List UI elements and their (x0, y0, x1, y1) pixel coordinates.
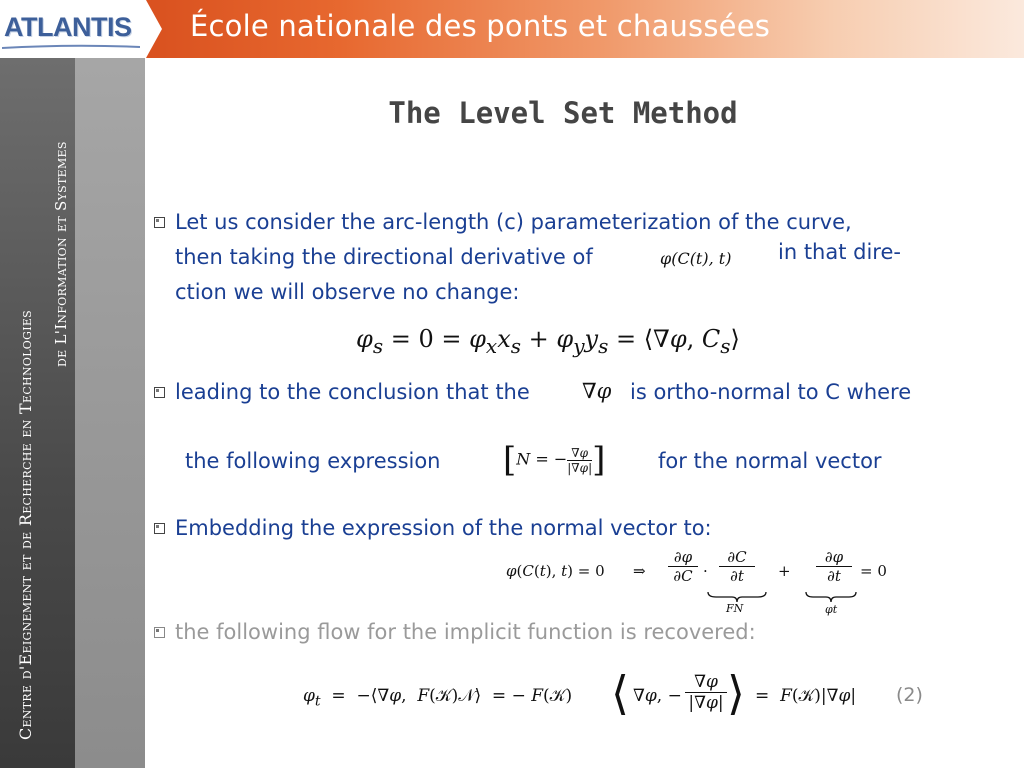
bullet-2-line1-end: is ortho-normal to C where (630, 380, 912, 404)
bullet-1-line1: Let us consider the arc-length (c) parameterization of the curve, (175, 210, 852, 234)
bullet-3 (175, 511, 975, 546)
bullet-square-icon (154, 627, 165, 638)
logo-swoosh-icon (2, 44, 140, 50)
math-normal-vector: [N = − $\frac{\nabla\varphi}{|\nabla\varphi|}$ ] (503, 440, 606, 480)
bullet-2-line2-end: for the normal vector (658, 449, 882, 473)
label-fn: FN (726, 602, 744, 615)
bullet-3-line1: Embedding the expression of the normal vector to: (175, 516, 712, 540)
bullet-square-icon (154, 217, 165, 228)
underbrace-icon (804, 590, 858, 604)
equation-directional-derivative: $\varphi_s = 0 = \varphi_xx_s + \varphi_yy_s$ = ⟨∇φ, $C_s⟩$ (356, 325, 740, 358)
math-grad-phi: ∇φ (582, 379, 612, 403)
logo-text: ATLANTIS (4, 12, 132, 42)
header-notch (146, 0, 162, 58)
bullet-1-line3: ction we will observe no change: (175, 280, 520, 304)
equation-number: (2) (896, 684, 923, 706)
logo (0, 0, 146, 58)
bullet-2-line2-start: the following expression (185, 449, 441, 473)
bullet-1-line2-end: in that dire- (778, 240, 901, 264)
slide-title: The Level Set Method (388, 96, 738, 130)
bullet-2-line1-start: leading to the conclusion that the (175, 380, 530, 404)
header-title: École nationale des ponts et chaussées (190, 9, 771, 43)
bullet-square-icon (154, 387, 165, 398)
math-phi-of-c-t: φ(C(t), t) (660, 249, 732, 268)
sidebar-light-strip (75, 58, 145, 768)
bullet-1-line2: then taking the directional derivative of (175, 245, 593, 269)
label-phi-t: φt (825, 603, 838, 616)
bullet-4-line1: the following flow for the implicit function is recovered: (175, 620, 756, 644)
bullet-4 (175, 615, 975, 650)
sidebar-institution-line1: Centre d'Eeignement et de Recherche en Technologies (16, 309, 35, 740)
bullet-square-icon (154, 523, 165, 534)
sidebar-institution-line2: de L'Information et Systemes (52, 141, 70, 367)
